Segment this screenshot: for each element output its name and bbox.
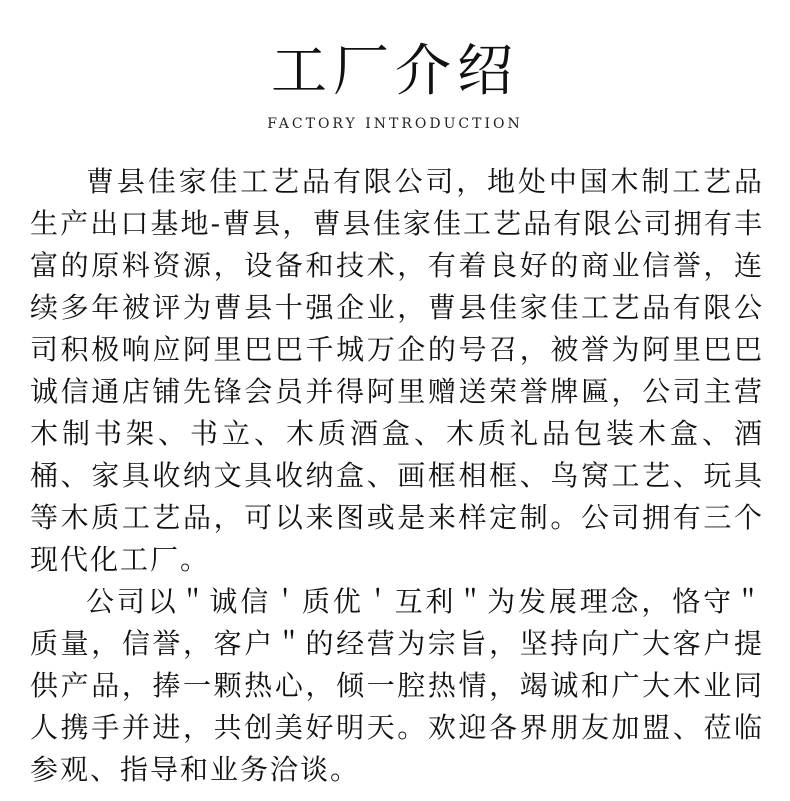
page-title: 工厂介绍: [271, 39, 519, 104]
introduction-paragraph-2: 公司以＂诚信＇质优＇互利＂为发展理念，恪守＂质量，信誉，客户＂的经营为宗旨，坚持向广大客户提供产品，捧一颗热心，倾一腔热情，竭诚和广大木业同人携手并进，共创美好明天。欢迎各界朋友加盟、莅临参观、指导和业务洽谈。: [30, 585, 764, 786]
page-subtitle: FACTORY INTRODUCTION: [267, 116, 523, 132]
introduction-paragraph-1: 曹县佳家佳工艺品有限公司，地处中国木制工艺品生产出口基地-曹县，曹县佳家佳工艺品有限公司拥有丰富的原料资源，设备和技术，有着良好的商业信誉，连续多年被评为曹县十强企业，曹县佳家佳工艺品有限公司积极响应阿里巴巴千城万企的号召，被誉为阿里巴巴诚信通店铺先锋会员并得阿里赠送荣誉牌匾，公司主营木制书架、书立、木质酒盒、木质礼品包装木盒、酒桶、家具收纳文具收纳盒、画框相框、鸟窝工艺、玩具等木质工艺品，可以来图或是来样定制。公司拥有三个现代化工厂。: [30, 165, 764, 576]
introduction-body: [30, 161, 764, 791]
